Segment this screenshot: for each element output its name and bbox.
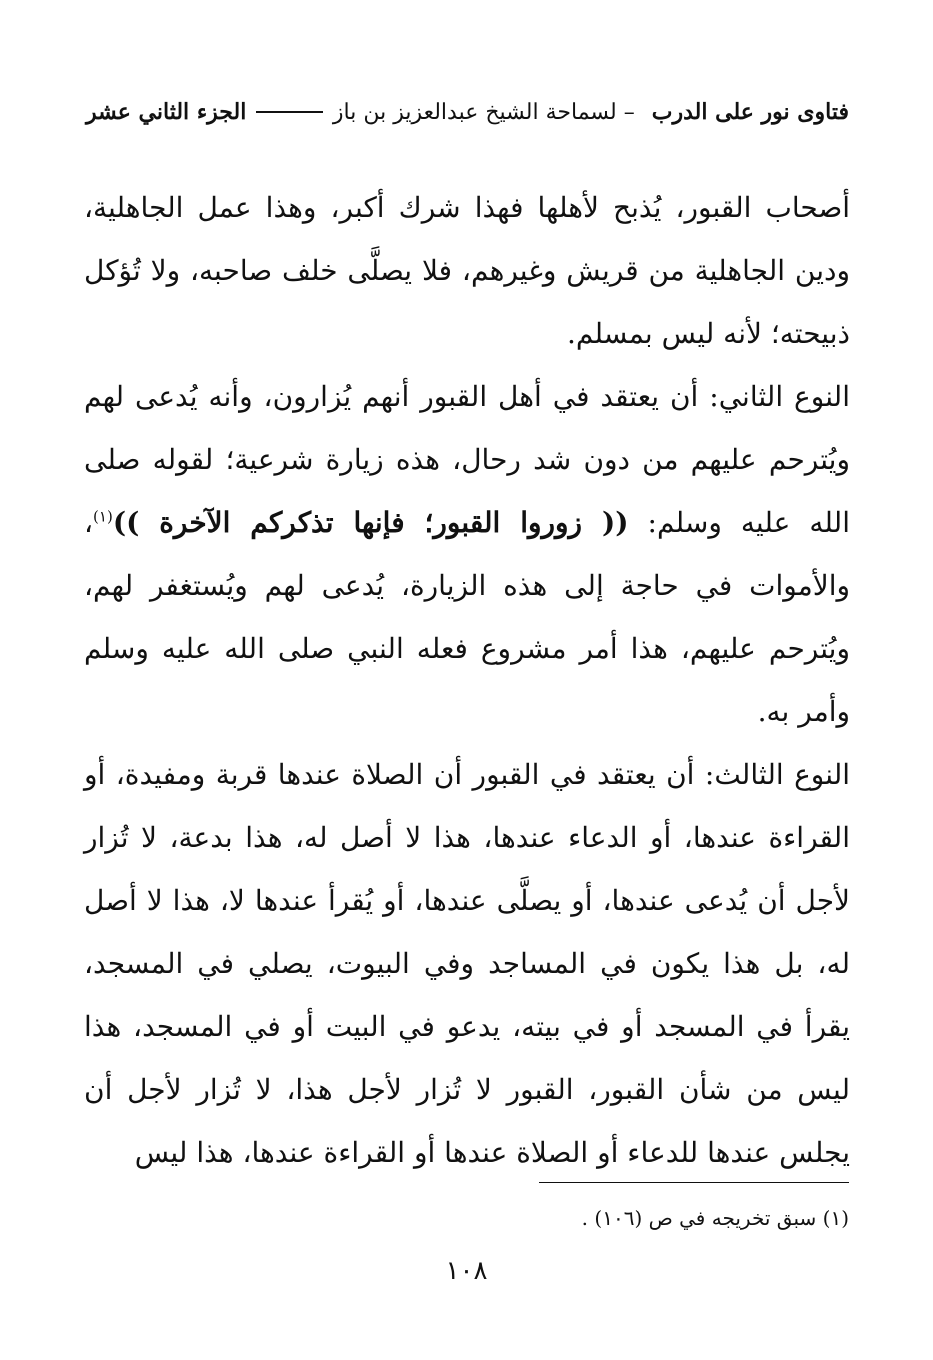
footnote-divider (539, 1182, 849, 1183)
header-series-title: فتاوى نور على الدرب (651, 99, 849, 125)
header-author: – لسماحة الشيخ عبدالعزيز بن باز (332, 100, 635, 125)
header-part: الجزء الثاني عشر (86, 99, 247, 125)
paragraph-2-intro: النوع الثاني: أن يعتقد في أهل القبور أنهم يُزارون، وأنه يُدعى لهم ويُترحم عليهم من دون شد رحال، هذه زيارة شرعية؛ لقوله صلى الله عليه وسلم: (84, 380, 850, 539)
header-series-group (333, 99, 849, 125)
footnote: (١) سبق تخريجه في ص (١٠٦) . (581, 1206, 849, 1230)
header-rule (256, 111, 323, 113)
running-header (86, 92, 849, 132)
hadith-quote: (( زوروا القبور؛ فإنها تذكركم الآخرة )) (112, 506, 629, 539)
paragraph-1: أصحاب القبور، يُذبح لأهلها فهذا شرك أكبر، وهذا عمل الجاهلية، ودين الجاهلية من قريش وغيرهم، فلا يصلَّى خلف صاحبه، ولا تُؤكل ذبيحته؛ لأنه ليس بمسلم. (84, 191, 850, 350)
paragraph-3: النوع الثالث: أن يعتقد في القبور أن الصلاة عندها قربة ومفيدة، أو القراءة عندها، أو الدعاء عندها، هذا لا أصل له، هذا بدعة، لا تُزار لأجل أن يُدعى عندها، أو يصلَّى عندها، أو يُقرأ عندها لا، هذا لا أصل له، بل هذا يكون في المساجد وفي البيوت، يصلي في المسجد، يقرأ في المسجد أو في بيته، يدعو في البيت أو في المسجد، هذا ليس من شأن القبور، القبور لا تُزار لأجل هذا، لا تُزار لأجل أن يجلس عندها للدعاء أو الصلاة عندها أو القراءة عندها، هذا ليس (84, 758, 851, 1169)
paragraph-2 (84, 365, 850, 743)
footnote-reference[interactable]: (١) (93, 507, 113, 526)
paragraph-2-rest: ، والأموات في حاجة إلى هذه الزيارة، يُدعى لهم ويُستغفر لهم، ويُترحم عليهم، هذا أمر مشروع فعله النبي صلى الله عليه وسلم وأمر به. (84, 506, 851, 728)
body-text (84, 176, 850, 1184)
page-number: ١٠٨ (445, 1256, 488, 1286)
